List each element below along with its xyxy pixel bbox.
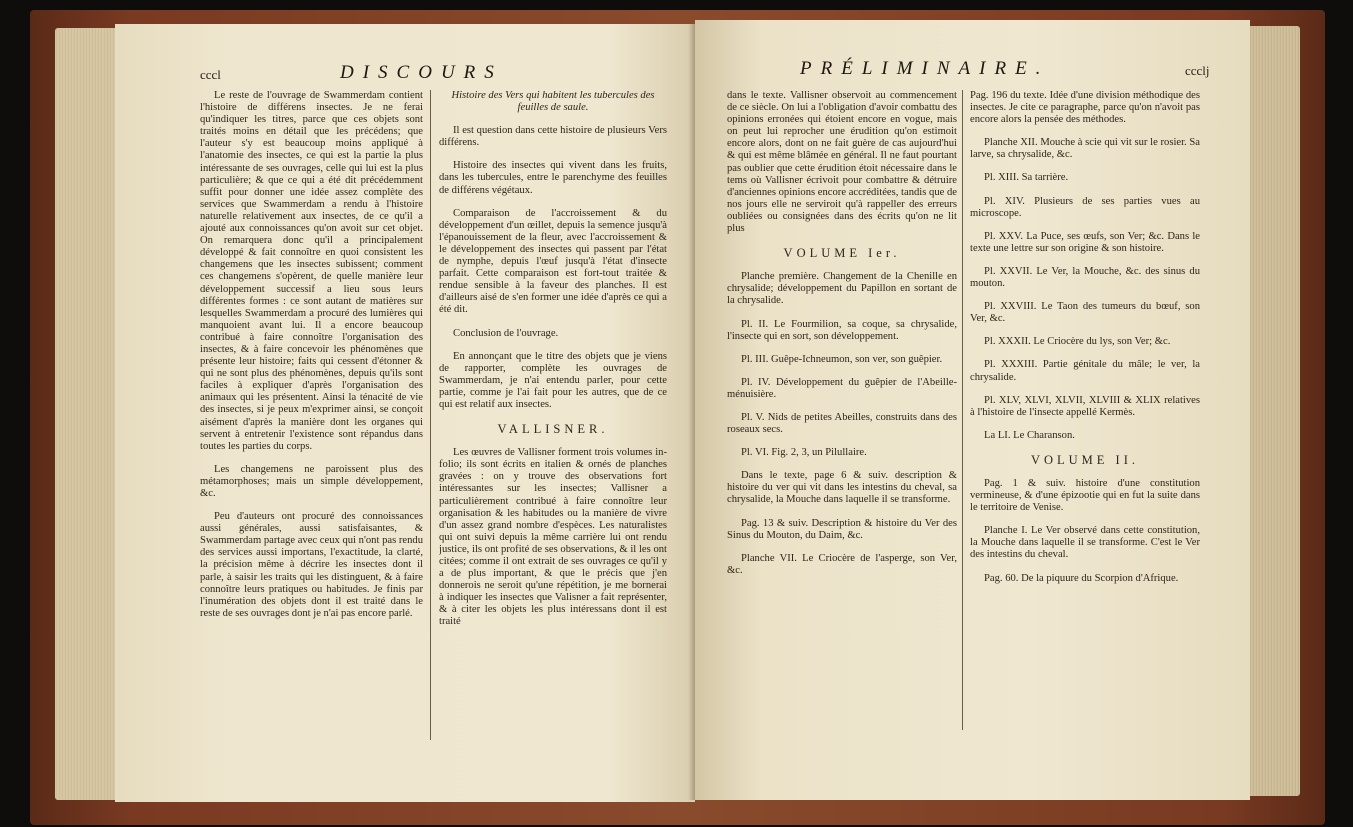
paragraph: En annonçant que le titre des objets que je viens de rapporter, complète les ouvrages de Swammerdam, je n'ai entendu parler, pour cette partie, comme je l'ai fait pour les autres, que de ce qui est relatif aux insectes. bbox=[439, 350, 667, 410]
right-folio: ccclj bbox=[1185, 63, 1210, 78]
left-column-2 bbox=[439, 90, 667, 790]
paragraph: Comparaison de l'accroissement & du développement d'un œillet, depuis la semence jusqu'à l'épanouissement de la fleur, avec l'accroissement & le développement des insectes qui passent par l'état de nymphe, depuis l'œuf jusqu'à l'état d'insecte parfait. Cette comparaison est fort-tout traitée & rendue sensible à la faveur des planches. Il est d'ailleurs aisé de s'en former une idée d'après ce qui a été dit. bbox=[439, 207, 667, 316]
left-folio: cccl bbox=[200, 67, 221, 82]
paragraph: Pl. XXVII. Le Ver, la Mouche, &c. des sinus du mouton. bbox=[970, 265, 1200, 290]
paragraph: Pl. XIV. Plusieurs de ses parties vues au microscope. bbox=[970, 195, 1200, 219]
section-title: Histoire des Vers qui habitent les tubercules des feuilles de saule. bbox=[451, 90, 655, 114]
column-rule bbox=[430, 90, 431, 740]
paragraph: Planche XII. Mouche à scie qui vit sur le rosier. Sa larve, sa chrysalide, &c. bbox=[970, 137, 1200, 161]
right-column-2 bbox=[970, 90, 1200, 790]
paragraph: Planche première. Changement de la Chenille en chrysalide; développement du Papillon en sortant de la chrysalide. bbox=[727, 271, 957, 307]
section-heading: VALLISNER. bbox=[497, 422, 609, 437]
paragraph: Pag. 60. De la piquure du Scorpion d'Afrique. bbox=[984, 572, 1179, 584]
paragraph: Pl. XIII. Sa tarrière. bbox=[984, 172, 1069, 184]
left-page bbox=[115, 24, 695, 802]
paragraph: Planche VII. Le Criocère de l'asperge, son Ver, &c. bbox=[727, 552, 957, 576]
left-column-1 bbox=[200, 90, 423, 790]
paragraph: Dans le texte, page 6 & suiv. description & histoire du ver qui vit dans les intestins du cheval, sa chrysalide, la Mouche dans laquelle il se transforme. bbox=[727, 470, 957, 506]
paragraph: La LI. Le Charanson. bbox=[984, 429, 1075, 441]
paragraph: Il est question dans cette histoire de plusieurs Vers différens. bbox=[439, 125, 667, 149]
left-running-head: DISCOURS bbox=[340, 62, 503, 83]
paragraph: Histoire des insectes qui vivent dans les fruits, dans les tubercules, entre le parenchyme des feuilles de différens végétaux. bbox=[439, 160, 667, 196]
paragraph: Pl. XLV, XLVI, XLVII, XLVIII & XLIX relatives à l'histoire de l'insecte appellé Kermès. bbox=[970, 394, 1200, 418]
paragraph: Pag. 13 & suiv. Description & histoire du Ver des Sinus du Mouton, du Daim, &c. bbox=[727, 517, 957, 541]
paragraph: Pl. V. Nids de petites Abeilles, construits dans des roseaux secs. bbox=[727, 411, 957, 436]
paragraph: Les changemens ne paroissent plus des métamorphoses; mais un simple développement, &c. bbox=[200, 463, 423, 499]
paragraph: Pl. XXXII. Le Criocère du lys, son Ver; &c. bbox=[984, 336, 1171, 348]
paragraph: Pl. III. Guêpe-Ichneumon, son ver, son guêpier. bbox=[741, 353, 943, 365]
column-rule bbox=[962, 90, 963, 730]
paragraph: Conclusion de l'ouvrage. bbox=[453, 327, 559, 339]
paragraph: Pag. 196 du texte. Idée d'une division méthodique des insectes. Je cite ce paragraphe, parce qu'on n'avoit pas encore alors la pensée des méthodes. bbox=[970, 90, 1200, 126]
right-page bbox=[695, 20, 1250, 800]
paragraph: Peu d'auteurs ont procuré des connoissances aussi générales, aussi satisfaisantes, & Swammerdam partage avec ceux qui n'ont pas rendu des services aussi importans, l'exactitude, la clarté, la précision même à décrire les insectes dont il parle, à saisir les traits qui les distinguent, & à faire connoître leurs pratiques ou habitudes. Je finis par l'inumération des objets dont il est traité dans le reste de ses ouvrages dont je n'ai pas encore parlé. bbox=[200, 511, 423, 619]
right-column-1 bbox=[727, 90, 957, 790]
paragraph: Les œuvres de Vallisner forment trois volumes in-folio; ils sont écrits en italien & ornés de planches gravées : on y trouve des observations fort intéressantes sur les insectes; Vallisner a particulièrement contribué à faire connoître leur organisation & les habitudes ou la manière de vivre d'un assez grand nombre d'espèces. Les naturalistes qui ont suivi depuis la même carrière lui ont rendu justice, ils ont profité de ses observations, & il les ont citées; comme il ont extrait de ses ouvrages ce qu'il y a de plus important, & que le précis que j'en donnerois ne seroit qu'une répétition, je me bornerai à indiquer les insectes que Valisner a fait représenter, & à citer les objets les plus intéressans dont il est traité bbox=[439, 447, 667, 628]
paragraph: Pag. 1 & suiv. histoire d'une constitution vermineuse, & d'une épizootie qui en fut la suite dans le territoire de Venise. bbox=[970, 477, 1200, 514]
paragraph: Pl. XXV. La Puce, ses œufs, son Ver; &c. Dans le texte une lettre sur son origine & son histoire. bbox=[970, 230, 1200, 254]
paragraph: Planche I. Le Ver observé dans cette constitution, la Mouche dans laquelle il se transforme. C'est le Ver des intestins du cheval. bbox=[970, 525, 1200, 561]
paragraph: Pl. II. Le Fourmilion, sa coque, sa chrysalide, l'insecte qui en sort, son développement. bbox=[727, 318, 957, 342]
paragraph: Pl. XXVIII. Le Taon des tumeurs du bœuf, son Ver, &c. bbox=[970, 301, 1200, 325]
paragraph: Le reste de l'ouvrage de Swammerdam contient l'histoire de différens insectes. Je ne ferai qu'indiquer les titres, parce que ces objets sont traités moins en détail que les précédens; que l'auteur s'y est beaucoup moins appliqué à l'anatomie des insectes, ce qui est la partie la plus intéressante de ses ouvrages, celle qui lui est la plus particulière; & que ce qui a été dit précédemment suffit pour donner une idée assez complète des services que Swammerdam a rendu à l'histoire naturelle relativement aux insectes, de ce qu'il a ajouté aux connoissances qu'on avoit sur cet objet. On remarquera donc qu'il a principalement développé & fait connoître en quoi consistent les changemens que les insectes subissent; comment ces changemens s'opèrent, de quelle manière leur développement successif a lieu sous leurs différentes formes : ce sont autant de matières sur lesquelles Swammerdam a procuré des lumières qui manquoient avant lui. Il a encore beaucoup contribué à faire connoître l'organisation des insectes, & à faire concevoir les phénomènes que présente leur histoire; faits qui cessent d'étonner & qui ne sont plus des phénomènes, depuis qu'ils sont faciles à expliquer d'après l'organisation des animaux qui les présentent. Ainsi la ténacité de vie des insectes, si je peux m'exprimer ainsi, se conçoit aisément d'après la manière dont les organes qui servent à entretenir l'existence sont répandus dans toutes les parties du corps. bbox=[200, 90, 423, 452]
paragraph: Pl. IV. Développement du guêpier de l'Abeille-ménuisière. bbox=[727, 376, 957, 400]
section-heading: VOLUME II. bbox=[1030, 452, 1140, 467]
right-running-head: PRÉLIMINAIRE. bbox=[800, 58, 1050, 79]
paragraph: dans le texte. Vallisner observoit au commencement de ce siècle. On lui a l'obligation d'avoir combattu des opinions erronées qui étoient encore en vogue, mais on peut lui reprocher une érudition qu'on estimoit encore alors, dont on ne fait guère de cas aujourd'hui & qui est même blâmée en général. Il ne faut pourtant pas oublier que cette érudition étoit nécessaire dans le tems où Vallisner écrivoit pour combattre & détruire d'anciennes opinions encore accréditées, tandis que de nos jours elle ne serviroit qu'à rappeller des erreurs oubliées ou consignées dans des écrits qu'on ne lit plus bbox=[727, 90, 957, 235]
paragraph: Pl. XXXIII. Partie génitale du mâle; le ver, la chrysalide. bbox=[970, 359, 1200, 383]
section-heading: VOLUME Ier. bbox=[783, 246, 901, 261]
paragraph: Pl. VI. Fig. 2, 3, un Pilullaire. bbox=[741, 447, 867, 459]
